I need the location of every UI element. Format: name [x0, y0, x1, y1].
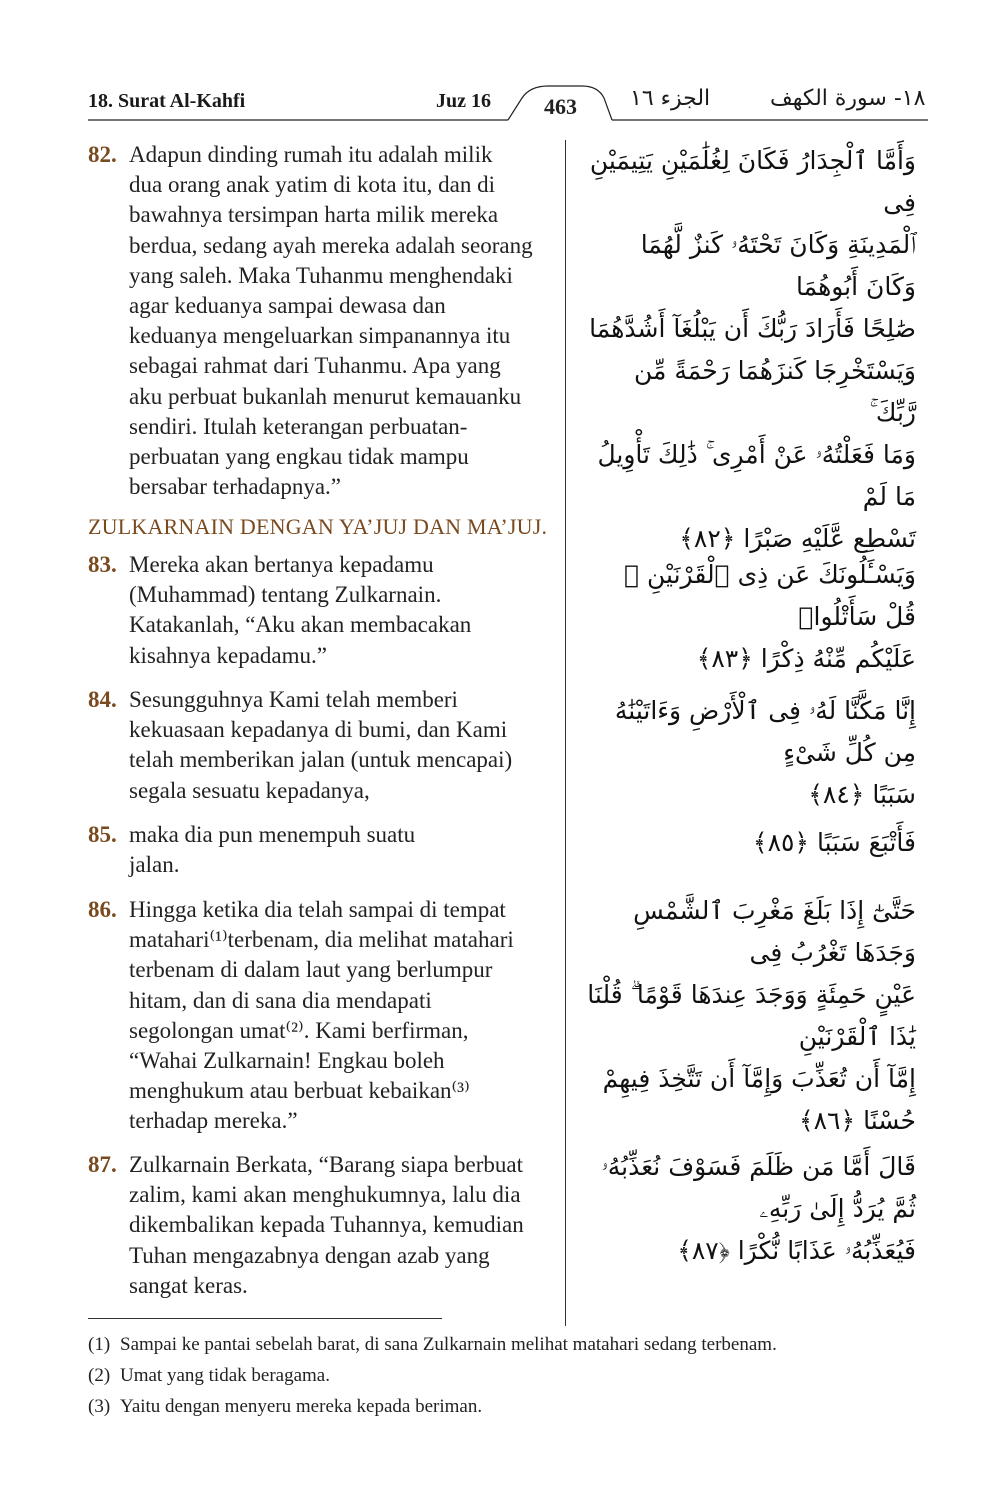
verse-line: keduanya mengeluarkan simpanannya itu: [129, 323, 511, 349]
verse-line: telah memberikan jalan (untuk mencapai): [129, 747, 513, 773]
arabic-line: وَأَمَّا ٱلْجِدَارُ فَكَانَ لِغُلَٰمَيْنِ يَتِيمَيْنِ فِى: [589, 146, 916, 217]
verse-line: terhadap mereka.”: [129, 1108, 298, 1134]
verse-line: zalim, kami akan menghukumnya, lalu dia: [129, 1182, 521, 1208]
verse-translation: [129, 550, 569, 671]
section-title: ZULKARNAIN DENGAN YA’JUJ DAN MA’JUJ.: [88, 514, 548, 539]
verse-86-arabic: [586, 890, 916, 1142]
arabic-line: قَالَ أَمَّا مَن ظَلَمَ فَسَوْفَ نُعَذِّبُهُۥ ثُمَّ يُرَدُّ إِلَىٰ رَبِّهِۦ: [601, 1152, 916, 1223]
arabic-line: وَيَسْتَخْرِجَا كَنزَهُمَا رَحْمَةً مِّن رَّبِّكَ ۚ: [633, 356, 916, 427]
arabic-line: حَتَّىٰٓ إِذَا بَلَغَ مَغْرِبَ ٱلشَّمْسِ وَجَدَهَا تَغْرُبُ فِى: [633, 896, 916, 967]
verse-line: Hingga ketika dia telah sampai di tempat: [129, 897, 506, 922]
verse-line: bersabar terhadapnya.”: [129, 474, 341, 500]
verse-84-arabic: [586, 690, 916, 816]
arabic-line: سَبَبًا ﴿٨٤﴾: [808, 780, 916, 809]
verse-line: perbuatan yang engkau tidak mampu: [129, 444, 469, 470]
header-juz-latin: Juz 16: [436, 90, 491, 112]
footnote-number: (3): [88, 1396, 111, 1417]
verse-number: 86.: [88, 897, 117, 922]
footnote-text: Sampai ke pantai sebelah barat, di sana Zulkarnain melihat matahari sedang terbenam.: [120, 1334, 777, 1355]
verse-line: dikembalikan kepada Tuhannya, kemudian: [129, 1212, 524, 1238]
verse-line: hitam, dan di sana dia mendapati: [129, 987, 432, 1013]
header-juz-arabic: الجزء ١٦: [630, 86, 711, 111]
footnote-1: [88, 1334, 777, 1356]
header-surah-arabic: ١٨- سورة الكهف: [770, 86, 926, 111]
verse-line: bawahnya tersimpan harta milik mereka: [129, 202, 499, 228]
verse-translation: [129, 140, 569, 502]
verse-line: terbenam di dalam laut yang berlumpur: [129, 957, 493, 983]
verse-line: Katakanlah, “Aku akan membacakan: [129, 612, 472, 638]
arabic-line: عَلَيْكُم مِّنْهُ ذِكْرًا ﴿٨٣﴾: [696, 644, 916, 673]
verse-line: Mereka akan bertanya kepadamu: [129, 552, 434, 577]
verse-number: 87.: [88, 1152, 117, 1177]
verse-line: matahari⁽¹⁾terbenam, dia melihat matahari: [129, 927, 514, 953]
verse-translation: [129, 1150, 569, 1301]
verse-number: 82.: [88, 142, 117, 167]
verse-number: 85.: [88, 822, 117, 847]
verse-line: Zulkarnain Berkata, “Barang siapa berbuat: [129, 1152, 524, 1177]
arabic-line: تَسْطِع عَّلَيْهِ صَبْرًا ﴿٨٢﴾: [679, 524, 916, 553]
verse-line: sebagai rahmat dari Tuhanmu. Apa yang: [129, 353, 501, 379]
verse-line: Sesungguhnya Kami telah memberi: [129, 687, 458, 712]
verse-line: sangat keras.: [129, 1272, 248, 1298]
verse-line: kisahnya kepadamu.”: [129, 642, 327, 668]
header-frame: [0, 0, 1000, 140]
arabic-line: ٱلْمَدِينَةِ وَكَانَ تَحْتَهُۥ كَنزٌ لَّهُمَا وَكَانَ أَبُوهُمَا: [640, 230, 916, 301]
verse-line: segolongan umat⁽²⁾. Kami berfirman,: [129, 1017, 469, 1043]
verse-translation: [129, 685, 569, 806]
verse-line: Tuhan mengazabnya dengan azab yang: [129, 1242, 490, 1268]
verse-line: sendiri. Itulah keterangan perbuatan-: [129, 413, 468, 439]
arabic-line: عَيْنٍ حَمِئَةٍ وَوَجَدَ عِندَهَا قَوْمًا ۗ قُلْنَا يَٰذَا ٱلْقَرْنَيْنِ: [587, 980, 916, 1051]
verse-line: maka dia pun menempuh suatu: [129, 822, 416, 847]
verse-number: 83.: [88, 552, 117, 577]
verse-translation: [129, 895, 569, 1137]
header-surah-latin: 18. Surat Al-Kahfi: [88, 90, 246, 112]
footnote-2: [88, 1365, 330, 1387]
verse-line: jalan.: [129, 852, 180, 878]
arabic-line: فَيُعَذِّبُهُۥ عَذَابًا نُّكْرًا ﴿٨٧﴾: [677, 1236, 916, 1265]
verse-87-arabic: [586, 1146, 916, 1272]
verse-line: berdua, sedang ayah mereka adalah seorang: [129, 232, 533, 258]
arabic-line: صَٰلِحًا فَأَرَادَ رَبُّكَ أَن يَبْلُغَآ أَشُدَّهُمَا: [589, 314, 916, 343]
arabic-line: إِمَّآ أَن تُعَذِّبَ وَإِمَّآ أَن تَتَّخِذَ فِيهِمْ حُسْنًا ﴿٨٦﴾: [602, 1064, 916, 1135]
footnote-number: (2): [88, 1365, 111, 1386]
verse-line: segala sesuatu kepadanya,: [129, 777, 370, 803]
footnote-number: (1): [88, 1334, 111, 1355]
verse-number: 84.: [88, 687, 117, 712]
footnote-text: Umat yang tidak beragama.: [120, 1365, 330, 1386]
footnote-text: Yaitu dengan menyeru mereka kepada beriman.: [120, 1396, 483, 1417]
verse-line: yang saleh. Maka Tuhanmu menghendaki: [129, 262, 513, 288]
footnote-3: [88, 1396, 482, 1418]
arabic-line: وَمَا فَعَلْتُهُۥ عَنْ أَمْرِى ۚ ذَٰلِكَ تَأْوِيلُ مَا لَمْ: [597, 440, 916, 511]
verse-line: aku perbuat bukanlah menurut kemauanku: [129, 383, 522, 409]
arabic-line: وَيَسْـَٔلُونَكَ عَن ذِى ٱلْقَرْنَيْنِ ۖ قُلْ سَأَتْلُوا۟: [624, 560, 916, 631]
footnote-rule: [88, 1318, 442, 1319]
verse-line: menghukum atau berbuat kebaikan⁽³⁾: [129, 1078, 470, 1104]
verse-line: dua orang anak yatim di kota itu, dan di: [129, 172, 495, 198]
verse-translation: [129, 820, 569, 880]
verse-83-arabic: [586, 554, 916, 680]
verse-line: Adapun dinding rumah itu adalah milik: [129, 142, 493, 167]
arabic-line: إِنَّا مَكَّنَّا لَهُۥ فِى ٱلْأَرْضِ وَءَاتَيْنَٰهُ مِن كُلِّ شَىْءٍ: [614, 696, 916, 767]
arabic-line: فَأَتْبَعَ سَبَبًا ﴿٨٥﴾: [752, 828, 916, 857]
verse-line: kekuasaan kepadanya di bumi, dan Kami: [129, 717, 508, 743]
verse-line: agar keduanya sampai dewasa dan: [129, 293, 446, 319]
verse-line: (Muhammad) tentang Zulkarnain.: [129, 582, 442, 608]
verse-85-arabic: [586, 822, 916, 864]
verse-82-arabic: [586, 140, 916, 560]
page-number: 463: [544, 94, 577, 119]
verse-line: “Wahai Zulkarnain! Engkau boleh: [129, 1048, 445, 1074]
